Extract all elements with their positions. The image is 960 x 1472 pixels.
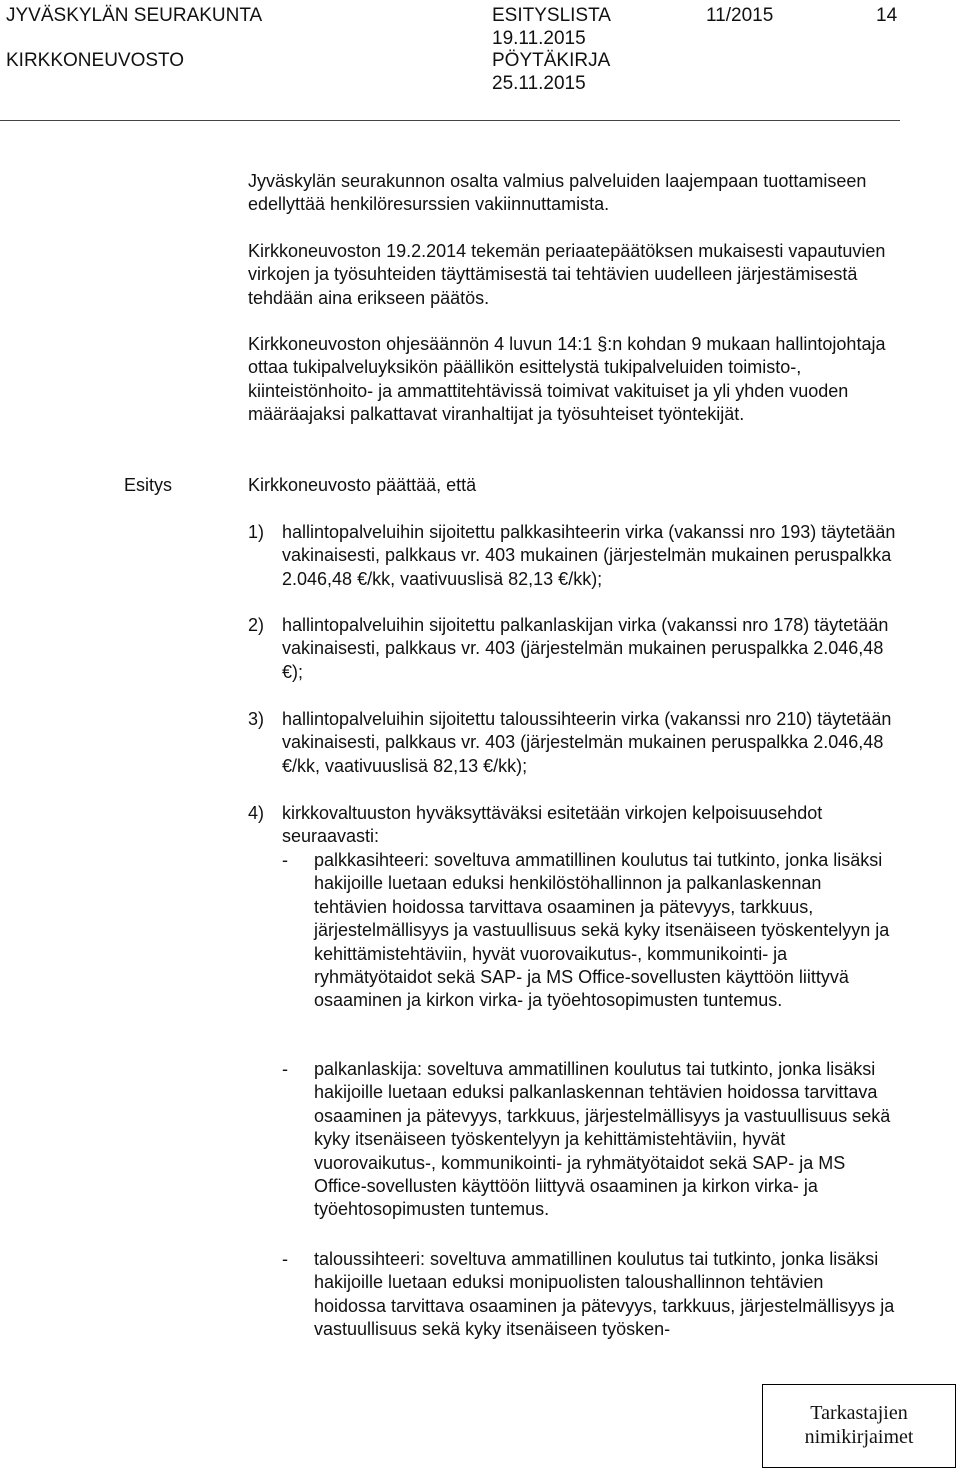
list-item-text: hallintopalveluihin sijoitettu taloussihteerin virka (vakanssi nro 210) täytetään vakinaisesti, palkkaus vr. 403 (järjestelmän mukainen peruspalkka 2.046,48 €/kk, vaativuuslisä 82,13 €/kk); bbox=[282, 709, 892, 776]
criteria-item-finance-secretary bbox=[282, 1248, 898, 1342]
proposal-intro: Kirkkoneuvosto päättää, että bbox=[248, 475, 477, 495]
criteria-dash: - bbox=[282, 850, 288, 870]
agenda-date: 19.11.2015 bbox=[492, 28, 586, 49]
agenda-number: 11/2015 bbox=[706, 5, 774, 26]
criteria-text: palkanlaskija: soveltuva ammatillinen koulutus tai tutkinto, jonka lisäksi hakijoille luetaan eduksi palkanlaskennan tehtävien hoidossa tarvittava osaaminen ja pätevyys, tarkkuus, järjestelmällisyys ja vastuullisuus sekä kyky itsenäiseen työskentelyyn ja kehittämistehtäviin, hyvät vuorovaikutus-, kommunikointi- ja ryhmätyötaidot sekä SAP- ja MS Office-sovellusten käyttöön liittyvä osaaminen ja kirkon virka- ja työehtosopimusten tuntemus. bbox=[314, 1059, 891, 1220]
criteria-item-payroll-clerk bbox=[282, 1058, 898, 1222]
list-item bbox=[248, 802, 898, 849]
list-item-text: hallintopalveluihin sijoitettu palkkasihteerin virka (vakanssi nro 193) täytetään vakinaisesti, palkkaus vr. 403 mukainen (järjestelmän mukainen peruspalkka 2.046,48 €/kk, vaativuuslisä 82,13 €/kk); bbox=[282, 522, 896, 589]
organization-name: JYVÄSKYLÄN SEURAKUNTA bbox=[6, 5, 263, 26]
header-divider bbox=[0, 120, 900, 121]
paragraph-principle-decision: Kirkkoneuvoston 19.2.2014 tekemän periaatepäätöksen mukaisesti vapautuvien virkojen ja työsuhteiden täyttämisestä tai tehtävien uudelleen järjestämisestä tehdään aina erikseen päätös. bbox=[248, 241, 886, 308]
agenda-label: ESITYSLISTA bbox=[492, 5, 611, 26]
criteria-dash: - bbox=[282, 1249, 288, 1269]
criteria-item-payroll-secretary bbox=[282, 849, 898, 1013]
list-item-number: 3) bbox=[248, 709, 265, 729]
criteria-text: taloussihteeri: soveltuva ammatillinen koulutus tai tutkinto, jonka lisäksi hakijoille luetaan eduksi monipuolisten taloushallinnon tehtävien hoidossa tarvittava osaaminen ja pätevyys, tarkkuus, järjestelmällisyys ja vastuullisuus sekä kyky itsenäiseen työsken- bbox=[314, 1249, 895, 1340]
list-item bbox=[248, 708, 898, 778]
list-item bbox=[248, 521, 898, 591]
list-item-number: 4) bbox=[248, 803, 265, 823]
list-item-text: kirkkovaltuuston hyväksyttäväksi esitetään virkojen kelpoisuusehdot seuraavasti: bbox=[282, 803, 823, 847]
criteria-dash: - bbox=[282, 1059, 288, 1079]
body-name: KIRKKONEUVOSTO bbox=[6, 50, 185, 71]
list-item-number: 1) bbox=[248, 522, 265, 542]
minutes-date: 25.11.2015 bbox=[492, 73, 586, 94]
proposal-label: Esitys bbox=[124, 475, 173, 495]
initials-box-line2: nimikirjaimet bbox=[804, 1426, 914, 1448]
list-item bbox=[248, 614, 898, 684]
initials-box-line1: Tarkastajien bbox=[810, 1402, 908, 1424]
list-item-number: 2) bbox=[248, 615, 265, 635]
inspectors-initials-box bbox=[762, 1384, 956, 1468]
page-number: 14 bbox=[876, 5, 898, 26]
list-item-text: hallintopalveluihin sijoitettu palkanlaskijan virka (vakanssi nro 178) täytetään vakinaisesti, palkkaus vr. 403 (järjestelmän mukainen peruspalkka 2.046,48 €); bbox=[282, 615, 889, 682]
minutes-label: PÖYTÄKIRJA bbox=[492, 50, 611, 71]
paragraph-resources: Jyväskylän seurakunnon osalta valmius palveluiden laajempaan tuottamiseen edellyttää henkilöresurssien vakiinnuttamista. bbox=[248, 171, 867, 215]
paragraph-bylaw: Kirkkoneuvoston ohjesäännön 4 luvun 14:1 §:n kohdan 9 mukaan hallintojohtaja ottaa tukipalveluyksikön päällikön esittelystä tukipalveluiden toimisto-, kiinteistönhoito- ja ammattitehtävissä toimivat vakituiset ja yli yhden vuoden määräajaksi palkattavat viranhaltijat ja työsuhteiset työntekijät. bbox=[248, 334, 886, 425]
criteria-text: palkkasihteeri: soveltuva ammatillinen koulutus tai tutkinto, jonka lisäksi hakijoille luetaan eduksi henkilöstöhallinnon ja palkanlaskennan tehtävien hoidossa tarvittava osaaminen ja pätevyys, tarkkuus, järjestelmällisyys ja vastuullisuus sekä kyky itsenäiseen työskentelyyn ja kehittämistehtäviin, hyvät vuorovaikutus-, kommunikointi- ja ryhmätyötaidot sekä SAP- ja MS Office-sovellusten käyttöön liittyvä osaaminen ja kirkon virka- ja työehtosopimusten tuntemus. bbox=[314, 850, 890, 1011]
